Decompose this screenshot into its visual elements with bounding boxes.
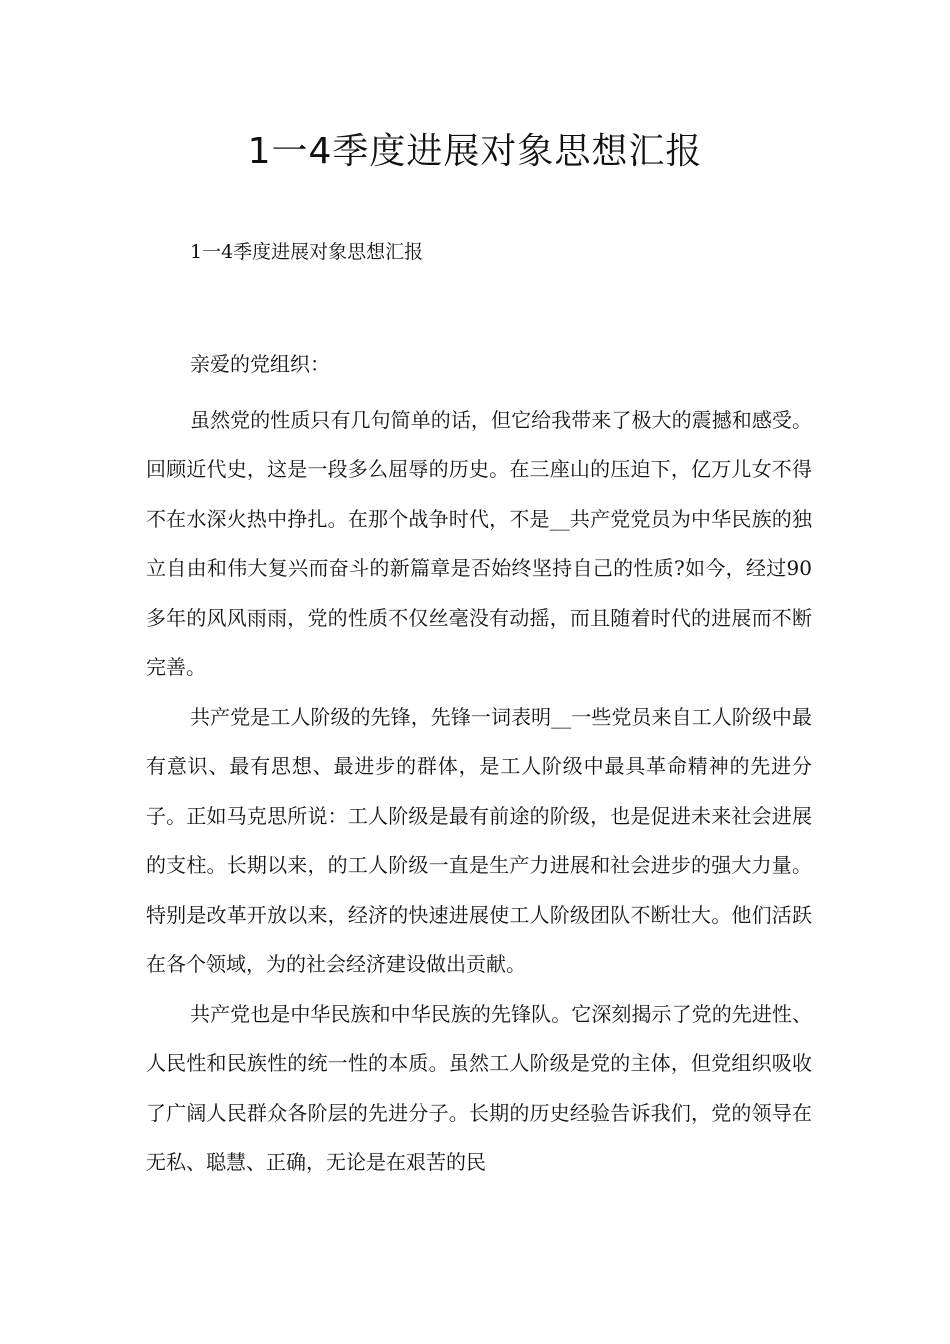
document-body xyxy=(146,340,812,1188)
document-title: 1一4季度进展对象思想汇报 xyxy=(247,131,703,172)
paragraph-1: 虽然党的性质只有几句简单的话，但它给我带来了极大的震撼和感受。回顾近代史，这是一段多么屈辱的历史。在三座山的压迫下，亿万儿女不得不在水深火热中挣扎。在那个战争时代，不是__共产党党员为中华民族的独立自由和伟大复兴而奋斗的新篇章是否始终坚持自己的性质?如今，经过90多年的风风雨雨，党的性质不仅丝毫没有动摇，而且随着时代的进展而不断完善。 xyxy=(146,407,812,679)
document-subtitle: 1一4季度进展对象思想汇报 xyxy=(190,241,424,263)
paragraph-3: 共产党也是中华民族和中华民族的先锋队。它深刻揭示了党的先进性、人民性和民族性的统一性的本质。虽然工人阶级是党的主体，但党组织吸收了广阔人民群众各阶层的先进分子。长期的历史经验告诉我们，党的领导在无私、聪慧、正确，无论是在艰苦的民 xyxy=(146,1001,812,1174)
paragraph-2: 共产党是工人阶级的先锋，先锋一词表明__一些党员来自工人阶级中最有意识、最有思想、最进步的群体，是工人阶级中最具革命精神的先进分子。正如马克思所说：工人阶级是最有前途的阶级，也是促进未来社会进展的支柱。长期以来，的工人阶级一直是生产力进展和社会进步的强大力量。特别是改革开放以来，经济的快速进展使工人阶级团队不断壮大。他们活跃在各个领域，为的社会经济建设做出贡献。 xyxy=(146,704,812,976)
salutation: 亲爱的党组织： xyxy=(190,352,330,376)
